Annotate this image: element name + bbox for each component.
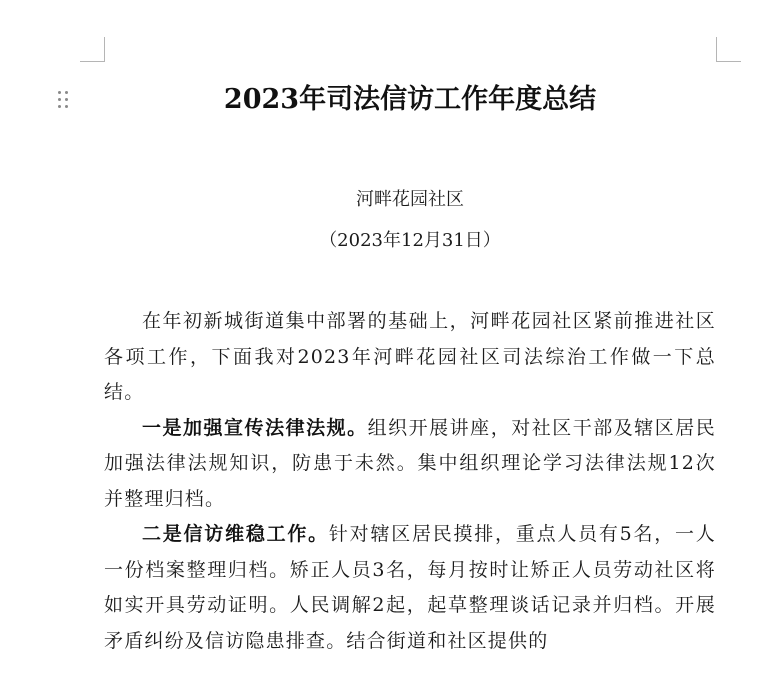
paragraph-text: 针对辖区居民摸排，重点人员有5名，一人一份档案整理归档。矫正人员3名，每月按时让矫正人员劳动社区将如实开具劳动证明。人民调解2起，起草整理谈话记录并归档。开展矛盾纠纷及信访隐患排查。结合街道和社区提供的	[104, 523, 716, 652]
document-date[interactable]: （2023年12月31日）	[319, 230, 501, 251]
paragraph-intro[interactable]	[104, 304, 716, 411]
document-title[interactable]: 2023年司法信访工作年度总结	[223, 84, 597, 115]
document-organization[interactable]: 河畔花园社区	[356, 189, 464, 210]
paragraph-text: 组织开展讲座，对社区干部及辖区居民加强法律法规知识，防患于未然。集中组织理论学习法律法规12次并整理归档。	[104, 416, 716, 510]
paragraph-legal-publicity[interactable]	[104, 411, 716, 518]
drag-handle-icon[interactable]	[57, 90, 71, 110]
paragraph-lead: 一是加强宣传法律法规。	[142, 416, 368, 439]
document-body[interactable]	[104, 304, 716, 659]
paragraph-text: 在年初新城街道集中部署的基础上，河畔花园社区紧前推进社区各项工作，下面我对2023年河畔花园社区司法综治工作做一下总结。	[104, 310, 716, 403]
page-corner-mark-top-right	[716, 37, 741, 62]
page-corner-mark-top-left	[80, 37, 105, 62]
paragraph-petition-stability[interactable]	[104, 517, 716, 659]
paragraph-lead: 二是信访维稳工作。	[142, 523, 329, 545]
